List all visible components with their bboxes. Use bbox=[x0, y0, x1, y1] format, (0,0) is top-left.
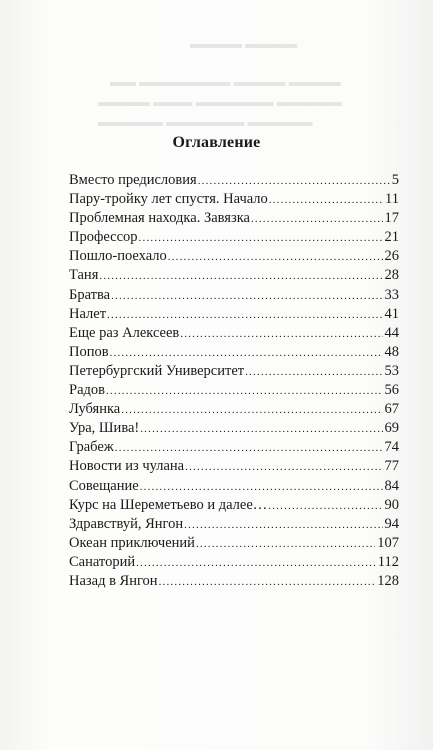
toc-entry-page: 128 bbox=[377, 572, 399, 589]
toc-entry[interactable] bbox=[69, 553, 399, 572]
toc-entry-title: Вместо предисловия bbox=[69, 172, 197, 188]
toc-entry-page: 28 bbox=[384, 267, 399, 284]
toc-entry-page: 69 bbox=[384, 420, 399, 437]
dot-leader bbox=[245, 363, 382, 382]
toc-entry[interactable] bbox=[69, 305, 399, 324]
dot-leader bbox=[269, 191, 383, 210]
toc-entry[interactable] bbox=[69, 572, 399, 591]
dot-leader bbox=[184, 516, 382, 535]
dot-leader bbox=[115, 439, 383, 458]
toc-entry-page: 56 bbox=[384, 382, 399, 399]
dot-leader bbox=[159, 573, 376, 592]
toc-entry-title: Здравствуй, Янгон bbox=[69, 515, 184, 532]
dot-leader bbox=[106, 382, 383, 401]
table-of-contents bbox=[69, 171, 399, 591]
dot-leader bbox=[251, 210, 383, 229]
dot-leader bbox=[196, 535, 375, 554]
dot-leader bbox=[111, 287, 382, 306]
toc-entry-title: Санаторий bbox=[69, 553, 136, 570]
toc-entry[interactable] bbox=[69, 209, 399, 228]
dot-leader bbox=[140, 478, 383, 497]
toc-entry-page: 107 bbox=[377, 534, 399, 551]
toc-entry[interactable] bbox=[69, 381, 399, 400]
toc-entry[interactable] bbox=[69, 286, 399, 305]
toc-entry-page: 26 bbox=[384, 248, 399, 265]
toc-entry[interactable] bbox=[69, 324, 399, 343]
show-through-text: ▬▬▬▬ ▬▬▬ ▬▬▬▬▬▬ ▬▬▬▬▬ bbox=[98, 94, 342, 109]
toc-entry-page: 74 bbox=[384, 439, 399, 456]
dot-leader bbox=[110, 344, 383, 363]
dot-leader bbox=[198, 172, 390, 191]
show-through-text: ▬▬▬▬ ▬▬▬▬ bbox=[190, 36, 298, 51]
toc-entry[interactable] bbox=[69, 247, 399, 266]
toc-entry[interactable] bbox=[69, 515, 399, 534]
toc-entry[interactable] bbox=[69, 228, 399, 247]
toc-entry-title: Проблемная находка. Завязка bbox=[69, 210, 250, 227]
dot-leader bbox=[168, 248, 383, 267]
toc-entry-title: Совещание bbox=[69, 477, 139, 494]
dot-leader bbox=[136, 554, 376, 573]
toc-entry-title: Назад в Янгон bbox=[69, 572, 158, 589]
show-through-text: ▬▬▬▬▬ ▬▬▬▬▬▬ ▬▬▬▬▬ bbox=[98, 114, 313, 129]
toc-entry[interactable] bbox=[69, 438, 399, 457]
toc-entry-page: 90 bbox=[384, 496, 399, 513]
toc-entry-title: Новости из чулана bbox=[69, 458, 185, 475]
toc-entry-page: 48 bbox=[384, 343, 399, 360]
toc-entry-page: 33 bbox=[384, 286, 399, 303]
toc-entry[interactable] bbox=[69, 400, 399, 419]
dot-leader bbox=[185, 458, 382, 477]
toc-entry-page: 11 bbox=[385, 191, 399, 208]
toc-entry[interactable] bbox=[69, 362, 399, 381]
toc-entry-title: Радов bbox=[69, 382, 105, 399]
toc-entry-title: Попов bbox=[69, 343, 109, 360]
toc-entry-page: 67 bbox=[384, 401, 399, 418]
toc-entry[interactable] bbox=[69, 477, 399, 496]
toc-entry-title: Таня bbox=[69, 267, 99, 284]
dot-leader bbox=[140, 420, 382, 439]
toc-entry[interactable] bbox=[69, 266, 399, 285]
toc-entry-page: 112 bbox=[377, 553, 399, 570]
toc-title: Оглавление bbox=[172, 134, 261, 151]
toc-entry-title: Грабеж bbox=[69, 439, 114, 456]
toc-entry-title: Курс на Шереметьево и далее… bbox=[69, 496, 268, 513]
dot-leader bbox=[180, 325, 382, 344]
toc-entry-title: Еще раз Алексеев bbox=[69, 324, 180, 341]
toc-entry-page: 84 bbox=[384, 477, 399, 494]
toc-entry-title: Налет bbox=[69, 305, 107, 322]
dot-leader bbox=[139, 229, 383, 248]
toc-entry[interactable] bbox=[69, 457, 399, 476]
toc-entry-page: 44 bbox=[384, 324, 399, 341]
show-through-text: ▬▬ ▬▬▬▬▬▬▬ ▬▬▬▬ ▬▬▬▬ bbox=[110, 74, 341, 89]
toc-entry-page: 53 bbox=[384, 362, 399, 379]
toc-entry[interactable] bbox=[69, 190, 399, 209]
toc-entry-page: 77 bbox=[384, 458, 399, 475]
toc-entry-title: Океан приключений bbox=[69, 534, 195, 551]
dot-leader bbox=[121, 401, 382, 420]
toc-entry-title: Петербургский Университет bbox=[69, 362, 245, 379]
toc-entry-page: 5 bbox=[391, 172, 399, 188]
toc-entry-title: Пару-тройку лет спустя. Начало bbox=[69, 191, 268, 208]
toc-entry[interactable] bbox=[69, 496, 399, 515]
dot-leader bbox=[107, 306, 382, 325]
toc-entry[interactable] bbox=[69, 534, 399, 553]
toc-entry-title: Лубянка bbox=[69, 401, 121, 418]
toc-entry-page: 94 bbox=[384, 515, 399, 532]
toc-entry-title: Братва bbox=[69, 286, 111, 303]
toc-entry[interactable] bbox=[69, 419, 399, 438]
toc-entry[interactable] bbox=[69, 343, 399, 362]
toc-entry-title: Ура, Шива! bbox=[69, 420, 140, 437]
dot-leader bbox=[99, 267, 382, 286]
toc-entry-page: 41 bbox=[384, 305, 399, 322]
toc-entry-page: 17 bbox=[384, 210, 399, 227]
dot-leader bbox=[268, 497, 382, 516]
toc-entry-page: 21 bbox=[384, 229, 399, 246]
toc-entry-title: Профессор bbox=[69, 229, 138, 246]
toc-entry[interactable] bbox=[69, 171, 399, 190]
toc-entry-title: Пошло-поехало bbox=[69, 248, 167, 265]
